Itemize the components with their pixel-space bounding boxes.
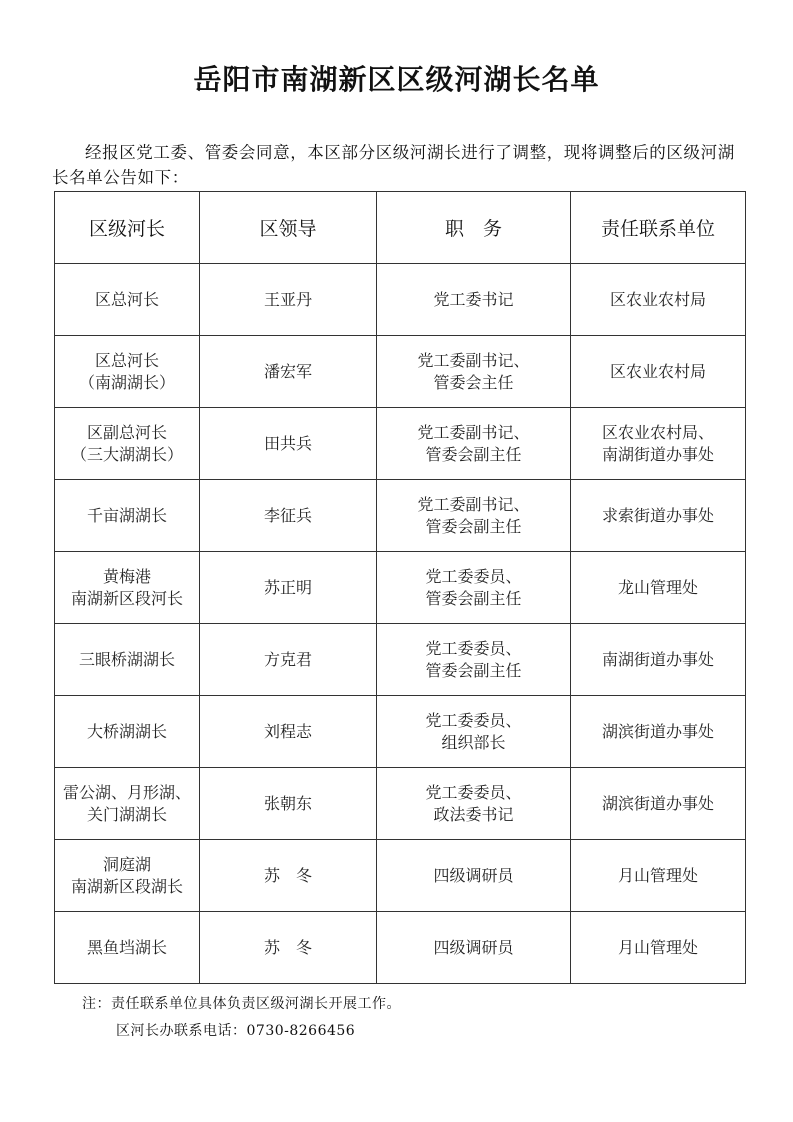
cell-position: 四级调研员 bbox=[377, 912, 571, 984]
cell-liaison-unit: 龙山管理处 bbox=[571, 552, 746, 624]
contact-phone: 区河长办联系电话：0730-8266456 bbox=[116, 1023, 356, 1039]
table-row bbox=[55, 768, 746, 840]
table-row bbox=[55, 552, 746, 624]
cell-liaison-unit: 湖滨街道办事处 bbox=[571, 768, 746, 840]
table-row bbox=[55, 696, 746, 768]
table-row bbox=[55, 840, 746, 912]
header-liaison-unit: 责任联系单位 bbox=[571, 192, 746, 264]
cell-liaison-unit: 求索街道办事处 bbox=[571, 480, 746, 552]
cell-river-chief: 区副总河长 （三大湖湖长） bbox=[55, 408, 200, 480]
cell-river-chief: 大桥湖湖长 bbox=[55, 696, 200, 768]
cell-leader: 张朝东 bbox=[200, 768, 377, 840]
table-row bbox=[55, 264, 746, 336]
header-position: 职 务 bbox=[377, 192, 571, 264]
intro-paragraph: 经报区党工委、管委会同意，本区部分区级河湖长进行了调整，现将调整后的区级河湖长名单公告如下： bbox=[52, 143, 735, 187]
cell-liaison-unit: 湖滨街道办事处 bbox=[571, 696, 746, 768]
cell-position: 党工委副书记、 管委会副主任 bbox=[377, 408, 571, 480]
river-chief-table bbox=[54, 191, 746, 984]
cell-position: 党工委副书记、 管委会副主任 bbox=[377, 480, 571, 552]
cell-position: 党工委委员、 组织部长 bbox=[377, 696, 571, 768]
page-title: 岳阳市南湖新区区级河湖长名单 bbox=[193, 63, 600, 96]
cell-leader: 李征兵 bbox=[200, 480, 377, 552]
table-row bbox=[55, 408, 746, 480]
cell-river-chief: 黄梅港 南湖新区段河长 bbox=[55, 552, 200, 624]
cell-liaison-unit: 区农业农村局 bbox=[571, 264, 746, 336]
cell-leader: 苏 冬 bbox=[200, 912, 377, 984]
table-row bbox=[55, 480, 746, 552]
cell-river-chief: 三眼桥湖湖长 bbox=[55, 624, 200, 696]
cell-leader: 潘宏军 bbox=[200, 336, 377, 408]
cell-river-chief: 洞庭湖 南湖新区段湖长 bbox=[55, 840, 200, 912]
cell-liaison-unit: 区农业农村局、 南湖街道办事处 bbox=[571, 408, 746, 480]
cell-river-chief: 雷公湖、月形湖、 关门湖湖长 bbox=[55, 768, 200, 840]
cell-river-chief: 千亩湖湖长 bbox=[55, 480, 200, 552]
cell-leader: 苏正明 bbox=[200, 552, 377, 624]
cell-position: 党工委委员、 政法委书记 bbox=[377, 768, 571, 840]
cell-leader: 苏 冬 bbox=[200, 840, 377, 912]
cell-leader: 田共兵 bbox=[200, 408, 377, 480]
cell-liaison-unit: 南湖街道办事处 bbox=[571, 624, 746, 696]
table-header-row bbox=[55, 192, 746, 264]
table-row bbox=[55, 336, 746, 408]
cell-leader: 王亚丹 bbox=[200, 264, 377, 336]
cell-position: 党工委副书记、 管委会主任 bbox=[377, 336, 571, 408]
cell-position: 四级调研员 bbox=[377, 840, 571, 912]
cell-leader: 刘程志 bbox=[200, 696, 377, 768]
header-river-chief: 区级河长 bbox=[55, 192, 200, 264]
footnote: 注：责任联系单位具体负责区级河湖长开展工作。 bbox=[82, 996, 401, 1012]
table-row bbox=[55, 624, 746, 696]
cell-liaison-unit: 月山管理处 bbox=[571, 840, 746, 912]
cell-position: 党工委委员、 管委会副主任 bbox=[377, 624, 571, 696]
cell-river-chief: 区总河长 bbox=[55, 264, 200, 336]
cell-river-chief: 区总河长 （南湖湖长） bbox=[55, 336, 200, 408]
cell-leader: 方克君 bbox=[200, 624, 377, 696]
cell-position: 党工委书记 bbox=[377, 264, 571, 336]
cell-position: 党工委委员、 管委会副主任 bbox=[377, 552, 571, 624]
cell-liaison-unit: 区农业农村局 bbox=[571, 336, 746, 408]
table-row bbox=[55, 912, 746, 984]
cell-river-chief: 黑鱼垱湖长 bbox=[55, 912, 200, 984]
header-district-leader: 区领导 bbox=[200, 192, 377, 264]
cell-liaison-unit: 月山管理处 bbox=[571, 912, 746, 984]
